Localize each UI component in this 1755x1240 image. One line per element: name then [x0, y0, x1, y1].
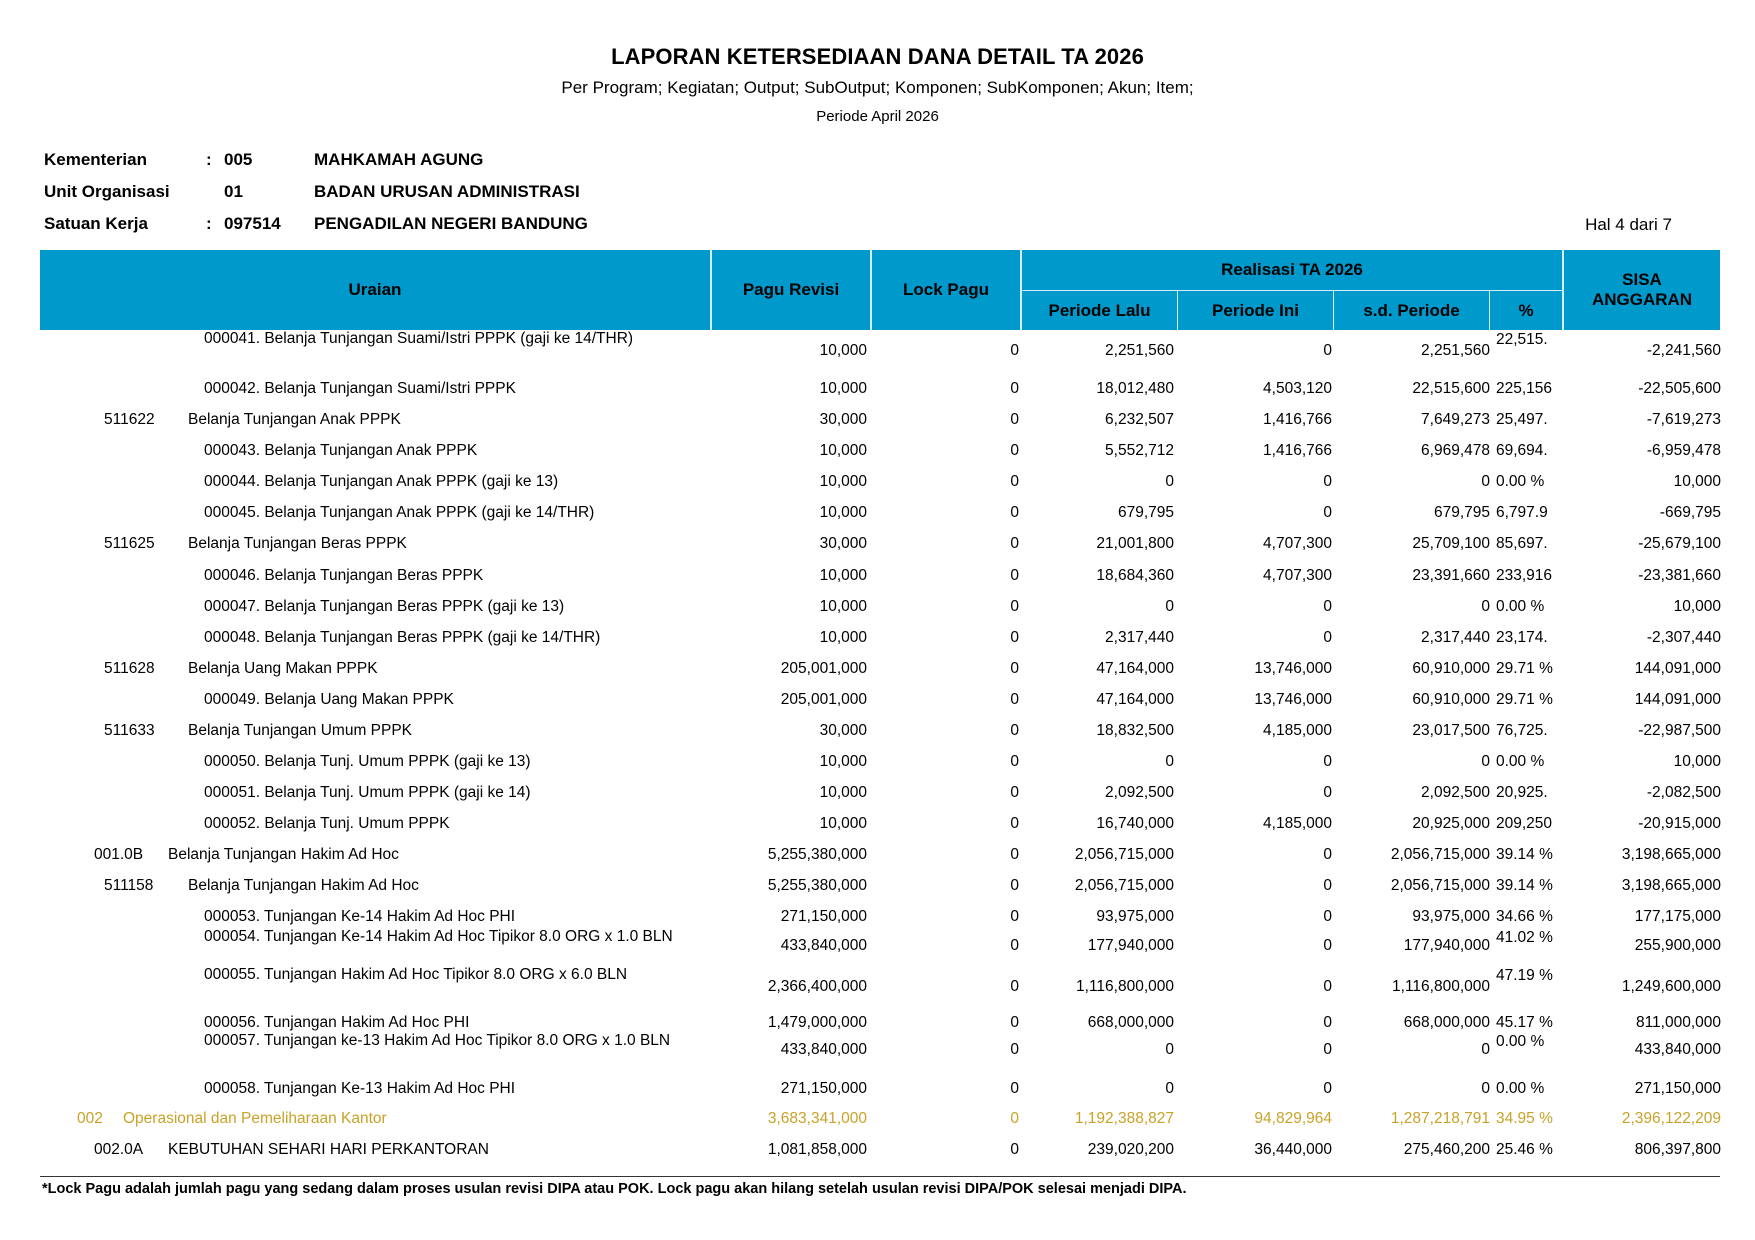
row-description: 000042. Belanja Tunjangan Suami/Istri PPPK — [204, 380, 516, 397]
periode-lalu-value: 2,251,560 — [1105, 342, 1174, 359]
sd-periode-value: 1,287,218,791 — [1390, 1110, 1490, 1127]
persen-value: 25.46 % — [1496, 1141, 1553, 1158]
sd-periode-value: 0 — [1481, 1041, 1490, 1058]
periode-lalu-value: 1,192,388,827 — [1074, 1110, 1174, 1127]
meta-name: MAHKAMAH AGUNG — [314, 150, 484, 169]
periode-lalu-value: 0 — [1165, 598, 1174, 615]
lock-pagu-value: 0 — [1010, 846, 1019, 863]
periode-lalu-value: 47,164,000 — [1096, 660, 1174, 677]
sisa-anggaran-value: 10,000 — [1673, 753, 1721, 770]
periode-lalu-value: 5,552,712 — [1105, 442, 1174, 459]
row-description: 000045. Belanja Tunjangan Anak PPPK (gaji ke 14/THR) — [204, 504, 595, 521]
row-description: Belanja Tunjangan Beras PPPK — [188, 535, 407, 552]
periode-ini-value: 13,746,000 — [1254, 660, 1332, 677]
pagu-revisi-value: 10,000 — [819, 567, 867, 584]
sd-periode-value: 60,910,000 — [1412, 691, 1490, 708]
sd-periode-value: 2,056,715,000 — [1390, 877, 1490, 894]
periode-ini-value: 0 — [1323, 1014, 1332, 1031]
persen-value: 209,250 — [1496, 815, 1553, 832]
persen-value: 0.00 % — [1496, 473, 1545, 490]
table-row — [0, 651, 1755, 681]
sd-periode-value: 6,969,478 — [1421, 442, 1490, 459]
table-row — [0, 775, 1755, 805]
periode-lalu-value: 239,020,200 — [1087, 1141, 1174, 1158]
table-row — [0, 682, 1755, 712]
lock-pagu-value: 0 — [1010, 722, 1019, 739]
meta-label: Satuan Kerja — [44, 214, 148, 233]
periode-ini-value: 0 — [1323, 629, 1332, 646]
row-description: 000058. Tunjangan Ke-13 Hakim Ad Hoc PHI — [204, 1080, 516, 1097]
pagu-revisi-value: 10,000 — [819, 380, 867, 397]
table-row — [0, 464, 1755, 494]
persen-value: 233,916 — [1496, 567, 1553, 584]
page-indicator: Hal 4 dari 7 — [1585, 215, 1672, 234]
periode-ini-value: 0 — [1323, 1080, 1332, 1097]
sisa-anggaran-value: 2,396,122,209 — [1621, 1110, 1721, 1127]
meta-name: BADAN URUSAN ADMINISTRASI — [314, 182, 580, 201]
sd-periode-value: 0 — [1481, 753, 1490, 770]
persen-value: 0.00 % — [1496, 598, 1545, 615]
periode-ini-value: 0 — [1323, 908, 1332, 925]
sd-periode-value: 679,795 — [1433, 504, 1490, 521]
sisa-anggaran-value: 271,150,000 — [1634, 1080, 1721, 1097]
persen-value: 41.02 % — [1496, 929, 1553, 946]
periode-lalu-value: 2,092,500 — [1105, 784, 1174, 801]
sd-periode-value: 1,116,800,000 — [1392, 978, 1490, 995]
col-pagu-revisi: Pagu Revisi — [742, 280, 840, 299]
table-row — [0, 837, 1755, 867]
row-description: KEBUTUHAN SEHARI HARI PERKANTORAN — [168, 1141, 489, 1158]
sisa-anggaran-value: -6,959,478 — [1646, 442, 1721, 459]
meta-code: 097514 — [224, 214, 281, 233]
persen-value: 29.71 % — [1496, 691, 1553, 708]
lock-pagu-value: 0 — [1010, 1014, 1019, 1031]
table-row — [0, 1101, 1755, 1131]
persen-value: 47.19 % — [1496, 967, 1553, 984]
meta-label: Unit Organisasi — [44, 182, 170, 201]
lock-pagu-value: 0 — [1010, 598, 1019, 615]
sd-periode-value: 23,391,660 — [1412, 567, 1490, 584]
table-row — [0, 1071, 1755, 1101]
row-description: 000043. Belanja Tunjangan Anak PPPK — [204, 442, 478, 459]
pagu-revisi-value: 3,683,341,000 — [767, 1110, 867, 1127]
table-header — [40, 250, 1720, 330]
row-description: 000051. Belanja Tunj. Umum PPPK (gaji ke 14) — [204, 784, 531, 801]
row-description: Belanja Tunjangan Hakim Ad Hoc — [188, 877, 419, 894]
pagu-revisi-value: 10,000 — [819, 473, 867, 490]
lock-pagu-value: 0 — [1010, 1080, 1019, 1097]
row-code: 511158 — [104, 877, 154, 894]
pagu-revisi-value: 30,000 — [819, 411, 867, 428]
sisa-anggaran-value: -22,505,600 — [1638, 380, 1721, 397]
table-row — [0, 558, 1755, 588]
col-sisa-anggaran: SISA ANGGARAN — [1591, 270, 1693, 309]
periode-ini-value: 4,185,000 — [1263, 815, 1332, 832]
sd-periode-value: 23,017,500 — [1412, 722, 1490, 739]
sisa-anggaran-value: -669,795 — [1659, 504, 1721, 521]
report-title: LAPORAN KETERSEDIAAN DANA DETAIL TA 2026 — [611, 44, 1144, 69]
lock-pagu-value: 0 — [1010, 535, 1019, 552]
periode-lalu-value: 1,116,800,000 — [1076, 978, 1174, 995]
sisa-anggaran-value: -23,381,660 — [1638, 567, 1721, 584]
meta-colon: : — [206, 150, 212, 169]
sd-periode-value: 668,000,000 — [1403, 1014, 1490, 1031]
persen-value: 39.14 % — [1496, 846, 1553, 863]
table-row — [0, 526, 1755, 556]
pagu-revisi-value: 10,000 — [819, 815, 867, 832]
row-description: 000041. Belanja Tunjangan Suami/Istri PPPK (gaji ke 14/THR) — [204, 330, 634, 347]
periode-lalu-value: 18,012,480 — [1096, 380, 1174, 397]
col-periode-ini: Periode Ini — [1212, 300, 1299, 320]
report-periode: Periode April 2026 — [816, 108, 939, 125]
table-row — [0, 495, 1755, 525]
persen-value: 6,797.9 — [1496, 504, 1548, 521]
sisa-anggaran-value: 806,397,800 — [1634, 1141, 1721, 1158]
meta-code: 005 — [224, 150, 253, 169]
persen-value: 34.66 % — [1496, 908, 1553, 925]
pagu-revisi-value: 205,001,000 — [780, 660, 867, 677]
row-description: 000055. Tunjangan Hakim Ad Hoc Tipikor 8.0 ORG x 6.0 BLN — [204, 966, 628, 983]
sisa-anggaran-value: -2,241,560 — [1646, 342, 1721, 359]
periode-lalu-value: 679,795 — [1117, 504, 1174, 521]
table-row — [0, 868, 1755, 898]
table-row — [0, 1005, 1755, 1035]
meta-code: 01 — [224, 182, 243, 201]
row-code: 002 — [77, 1110, 103, 1127]
periode-lalu-value: 18,832,500 — [1096, 722, 1174, 739]
sd-periode-value: 0 — [1481, 598, 1490, 615]
meta-name: PENGADILAN NEGERI BANDUNG — [314, 214, 588, 233]
table-row — [0, 371, 1755, 401]
periode-ini-value: 4,707,300 — [1263, 567, 1332, 584]
periode-ini-value: 0 — [1323, 473, 1332, 490]
sisa-anggaran-value: -25,679,100 — [1638, 535, 1721, 552]
periode-ini-value: 1,416,766 — [1263, 442, 1332, 459]
persen-value: 22,515. — [1496, 331, 1548, 348]
periode-ini-value: 94,829,964 — [1254, 1110, 1332, 1127]
periode-ini-value: 0 — [1323, 784, 1332, 801]
row-code: 002.0A — [94, 1141, 144, 1158]
sisa-anggaran-value: 144,091,000 — [1634, 691, 1721, 708]
persen-value: 69,694. — [1496, 442, 1548, 459]
row-code: 511628 — [104, 660, 155, 677]
lock-pagu-value: 0 — [1010, 473, 1019, 490]
sd-periode-value: 2,317,440 — [1421, 629, 1490, 646]
lock-pagu-value: 0 — [1010, 753, 1019, 770]
sisa-anggaran-value: 144,091,000 — [1634, 660, 1721, 677]
periode-lalu-value: 18,684,360 — [1096, 567, 1174, 584]
row-code: 511625 — [104, 535, 155, 552]
persen-value: 45.17 % — [1496, 1014, 1553, 1031]
periode-lalu-value: 0 — [1165, 473, 1174, 490]
periode-ini-value: 0 — [1323, 504, 1332, 521]
periode-lalu-value: 0 — [1165, 1080, 1174, 1097]
report-subtitle: Per Program; Kegiatan; Output; SubOutput; Komponen; SubKomponen; Akun; Item; — [561, 78, 1194, 97]
sd-periode-value: 60,910,000 — [1412, 660, 1490, 677]
footer-divider — [40, 1176, 1720, 1177]
table-row — [0, 1032, 1755, 1070]
row-description: 000048. Belanja Tunjangan Beras PPPK (gaji ke 14/THR) — [204, 629, 601, 646]
periode-lalu-value: 21,001,800 — [1096, 535, 1174, 552]
pagu-revisi-value: 5,255,380,000 — [767, 877, 867, 894]
sd-periode-value: 7,649,273 — [1421, 411, 1490, 428]
col-uraian: Uraian — [348, 280, 402, 299]
row-description: 000050. Belanja Tunj. Umum PPPK (gaji ke 13) — [204, 753, 531, 770]
periode-ini-value: 0 — [1323, 846, 1332, 863]
table-row — [0, 713, 1755, 743]
table-row — [0, 620, 1755, 650]
lock-pagu-value: 0 — [1010, 815, 1019, 832]
row-description: 000054. Tunjangan Ke-14 Hakim Ad Hoc Tipikor 8.0 ORG x 1.0 BLN — [204, 928, 673, 945]
sd-periode-value: 2,092,500 — [1421, 784, 1490, 801]
persen-value: 23,174. — [1496, 629, 1548, 646]
sd-periode-value: 22,515,600 — [1412, 380, 1490, 397]
periode-ini-value: 0 — [1323, 598, 1332, 615]
sisa-anggaran-value: 10,000 — [1673, 598, 1721, 615]
footnote: *Lock Pagu adalah jumlah pagu yang sedang dalam proses usulan revisi DIPA atau POK. Lock pagu akan hilang setelah usulan revisi DIPA/POK selesai menjadi DIPA. — [42, 1181, 1187, 1197]
meta-colon: : — [206, 214, 212, 233]
table-row — [0, 1132, 1755, 1162]
row-description: Operasional dan Pemeliharaan Kantor — [123, 1110, 387, 1127]
pagu-revisi-value: 30,000 — [819, 722, 867, 739]
pagu-revisi-value: 10,000 — [819, 504, 867, 521]
pagu-revisi-value: 271,150,000 — [780, 1080, 867, 1097]
sisa-anggaran-value: -20,915,000 — [1638, 815, 1721, 832]
row-description: 000053. Tunjangan Ke-14 Hakim Ad Hoc PHI — [204, 908, 516, 925]
row-description: 000047. Belanja Tunjangan Beras PPPK (gaji ke 13) — [204, 598, 565, 615]
pagu-revisi-value: 10,000 — [819, 342, 867, 359]
persen-value: 85,697. — [1496, 535, 1548, 552]
sd-periode-value: 2,251,560 — [1421, 342, 1490, 359]
lock-pagu-value: 0 — [1010, 908, 1019, 925]
sisa-anggaran-value: 255,900,000 — [1634, 937, 1721, 954]
periode-lalu-value: 2,317,440 — [1105, 629, 1174, 646]
periode-lalu-value: 177,940,000 — [1087, 937, 1174, 954]
pagu-revisi-value: 433,840,000 — [780, 1041, 867, 1058]
pagu-revisi-value: 1,081,858,000 — [767, 1141, 867, 1158]
row-description: 000056. Tunjangan Hakim Ad Hoc PHI — [204, 1014, 470, 1031]
periode-ini-value: 0 — [1323, 1041, 1332, 1058]
pagu-revisi-value: 10,000 — [819, 784, 867, 801]
table-row — [0, 899, 1755, 929]
pagu-revisi-value: 10,000 — [819, 442, 867, 459]
col-lock-pagu: Lock Pagu — [903, 280, 989, 299]
periode-lalu-value: 2,056,715,000 — [1074, 846, 1174, 863]
periode-ini-value: 0 — [1323, 342, 1332, 359]
persen-value: 20,925. — [1496, 784, 1548, 801]
sisa-anggaran-value: 433,840,000 — [1634, 1041, 1721, 1058]
sisa-anggaran-value: 811,000,000 — [1635, 1014, 1721, 1031]
table-row — [0, 806, 1755, 836]
row-code: 511633 — [104, 722, 155, 739]
lock-pagu-value: 0 — [1010, 978, 1019, 995]
row-code: 511622 — [104, 411, 155, 428]
sd-periode-value: 275,460,200 — [1403, 1141, 1490, 1158]
lock-pagu-value: 0 — [1010, 784, 1019, 801]
pagu-revisi-value: 1,479,000,000 — [767, 1014, 867, 1031]
pagu-revisi-value: 10,000 — [819, 753, 867, 770]
periode-lalu-value: 47,164,000 — [1096, 691, 1174, 708]
table-row — [0, 589, 1755, 619]
table-row — [0, 744, 1755, 774]
periode-ini-value: 36,440,000 — [1254, 1141, 1332, 1158]
row-description: 000044. Belanja Tunjangan Anak PPPK (gaji ke 13) — [204, 473, 559, 490]
periode-ini-value: 13,746,000 — [1254, 691, 1332, 708]
pagu-revisi-value: 433,840,000 — [780, 937, 867, 954]
lock-pagu-value: 0 — [1010, 937, 1019, 954]
persen-value: 34.95 % — [1496, 1110, 1553, 1127]
lock-pagu-value: 0 — [1010, 629, 1019, 646]
persen-value: 0.00 % — [1496, 1033, 1545, 1050]
lock-pagu-value: 0 — [1010, 504, 1019, 521]
sd-periode-value: 177,940,000 — [1403, 937, 1490, 954]
table-row — [0, 966, 1755, 1004]
sd-periode-value: 20,925,000 — [1412, 815, 1490, 832]
col-sd-periode: s.d. Periode — [1363, 300, 1460, 320]
row-description: Belanja Tunjangan Hakim Ad Hoc — [168, 846, 399, 863]
lock-pagu-value: 0 — [1010, 1141, 1019, 1158]
table-row — [0, 433, 1755, 463]
persen-value: 29.71 % — [1496, 660, 1553, 677]
pagu-revisi-value: 2,366,400,000 — [767, 978, 867, 995]
lock-pagu-value: 0 — [1010, 660, 1019, 677]
lock-pagu-value: 0 — [1010, 342, 1019, 359]
periode-lalu-value: 93,975,000 — [1096, 908, 1174, 925]
col-realisasi: Realisasi TA 2026 — [1221, 260, 1363, 279]
periode-lalu-value: 0 — [1165, 753, 1174, 770]
sisa-anggaran-value: -22,987,500 — [1638, 722, 1721, 739]
sisa-anggaran-value: 1,249,600,000 — [1621, 978, 1721, 995]
sisa-anggaran-value: 3,198,665,000 — [1621, 846, 1721, 863]
lock-pagu-value: 0 — [1010, 1041, 1019, 1058]
lock-pagu-value: 0 — [1010, 877, 1019, 894]
persen-value: 39.14 % — [1496, 877, 1553, 894]
table-row — [0, 928, 1755, 966]
periode-lalu-value: 6,232,507 — [1105, 411, 1174, 428]
periode-ini-value: 1,416,766 — [1263, 411, 1332, 428]
sd-periode-value: 0 — [1481, 1080, 1490, 1097]
row-description: Belanja Tunjangan Anak PPPK — [188, 411, 401, 428]
sd-periode-value: 2,056,715,000 — [1390, 846, 1490, 863]
periode-ini-value: 0 — [1323, 937, 1332, 954]
periode-lalu-value: 668,000,000 — [1087, 1014, 1174, 1031]
persen-value: 225,156 — [1496, 380, 1553, 397]
periode-lalu-value: 2,056,715,000 — [1074, 877, 1174, 894]
sd-periode-value: 0 — [1481, 473, 1490, 490]
sisa-anggaran-value: 3,198,665,000 — [1621, 877, 1721, 894]
col-persen: % — [1518, 300, 1534, 320]
pagu-revisi-value: 10,000 — [819, 629, 867, 646]
lock-pagu-value: 0 — [1010, 691, 1019, 708]
periode-ini-value: 0 — [1323, 877, 1332, 894]
sd-periode-value: 93,975,000 — [1412, 908, 1490, 925]
periode-ini-value: 4,503,120 — [1263, 380, 1332, 397]
col-periode-lalu: Periode Lalu — [1048, 300, 1151, 320]
lock-pagu-value: 0 — [1010, 411, 1019, 428]
periode-ini-value: 4,707,300 — [1263, 535, 1332, 552]
periode-lalu-value: 0 — [1165, 1041, 1174, 1058]
row-code: 001.0B — [94, 846, 144, 863]
row-description: Belanja Tunjangan Umum PPPK — [188, 722, 413, 739]
meta-label: Kementerian — [44, 150, 147, 169]
periode-ini-value: 0 — [1323, 753, 1332, 770]
row-description: 000057. Tunjangan ke-13 Hakim Ad Hoc Tipikor 8.0 ORG x 1.0 BLN — [204, 1032, 671, 1049]
pagu-revisi-value: 10,000 — [819, 598, 867, 615]
persen-value: 25,497. — [1496, 411, 1548, 428]
pagu-revisi-value: 205,001,000 — [780, 691, 867, 708]
periode-ini-value: 0 — [1323, 978, 1332, 995]
sisa-anggaran-value: 177,175,000 — [1634, 908, 1721, 925]
persen-value: 0.00 % — [1496, 753, 1545, 770]
lock-pagu-value: 0 — [1010, 1110, 1019, 1127]
row-description: 000052. Belanja Tunj. Umum PPPK — [204, 815, 450, 832]
sisa-anggaran-value: -2,082,500 — [1646, 784, 1721, 801]
persen-value: 76,725. — [1496, 722, 1548, 739]
lock-pagu-value: 0 — [1010, 442, 1019, 459]
row-description: Belanja Uang Makan PPPK — [188, 660, 378, 677]
sisa-anggaran-value: -2,307,440 — [1646, 629, 1721, 646]
sd-periode-value: 25,709,100 — [1412, 535, 1490, 552]
pagu-revisi-value: 30,000 — [819, 535, 867, 552]
pagu-revisi-value: 5,255,380,000 — [767, 846, 867, 863]
sisa-anggaran-value: 10,000 — [1673, 473, 1721, 490]
row-description: 000049. Belanja Uang Makan PPPK — [204, 691, 454, 708]
table-row — [0, 330, 1755, 370]
table-row — [0, 402, 1755, 432]
pagu-revisi-value: 271,150,000 — [780, 908, 867, 925]
periode-ini-value: 4,185,000 — [1263, 722, 1332, 739]
periode-lalu-value: 16,740,000 — [1096, 815, 1174, 832]
lock-pagu-value: 0 — [1010, 380, 1019, 397]
lock-pagu-value: 0 — [1010, 567, 1019, 584]
row-description: 000046. Belanja Tunjangan Beras PPPK — [204, 567, 484, 584]
persen-value: 0.00 % — [1496, 1080, 1545, 1097]
sisa-anggaran-value: -7,619,273 — [1646, 411, 1721, 428]
